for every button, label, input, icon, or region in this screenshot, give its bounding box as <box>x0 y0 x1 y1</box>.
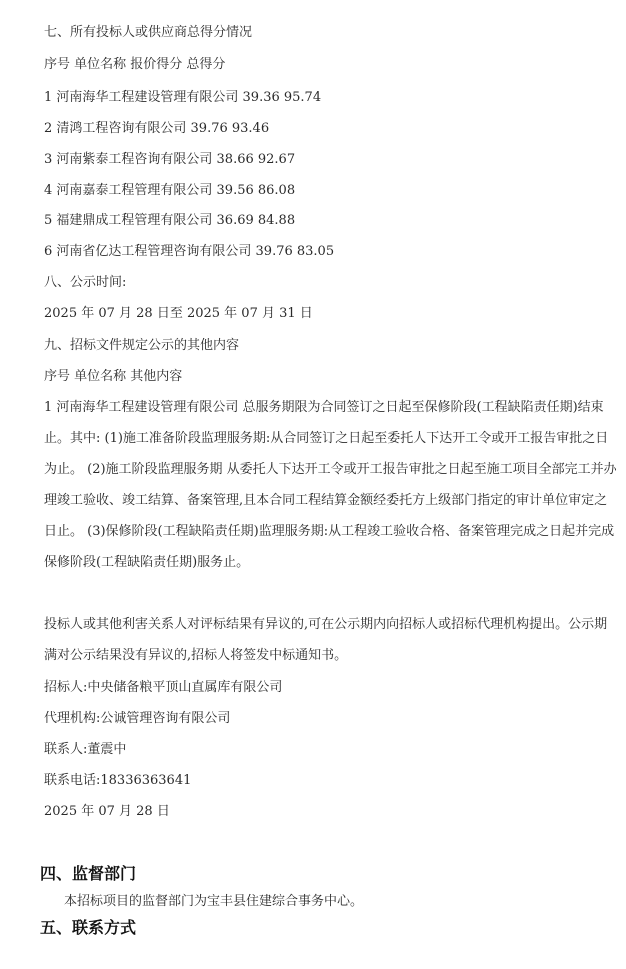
supervision-text: 本招标项目的监督部门为宝丰县住建综合事务中心。 <box>64 894 364 909</box>
section7-title: 七、所有投标人或供应商总得分情况 <box>44 25 253 40</box>
score-row: 1 河南海华工程建设管理有限公司 39.36 95.74 <box>44 90 322 105</box>
contact-person: 联系人:董震中 <box>44 742 127 757</box>
section4-heading: 四、监督部门 <box>40 864 137 883</box>
score-row: 3 河南紫泰工程咨询有限公司 38.66 92.67 <box>44 152 296 167</box>
contact-phone: 联系电话:18336363641 <box>44 773 192 788</box>
agency: 代理机构:公诚管理咨询有限公司 <box>44 711 231 726</box>
tenderer: 招标人:中央储备粮平顶山直属库有限公司 <box>44 680 283 695</box>
score-row: 5 福建鼎成工程管理有限公司 36.69 84.88 <box>44 213 296 228</box>
score-row: 6 河南省亿达工程管理咨询有限公司 39.76 83.05 <box>44 244 335 259</box>
section9-content: 1 河南海华工程建设管理有限公司 总服务期限为合同签订之日起至保修阶段(工程缺陷责任期)结束止。其中: (1)施工准备阶段监理服务期:从合同签订之日起至委托人下达开工令或开工报告审批之日为止。 (2)施工阶段监理服务期 从委托人下达开工令或开工报告审批之日起至施工项目全部完工并办理竣工验收、竣工结算、备案管理,且本合同工程结算金额经委托方上级部门指定的审计单位审定之日止。 (3)保修阶段(工程缺陷责任期)监理服务期:从工程竣工验收合格、备案管理完成之日起并完成保修阶段(工程缺陷责任期)服务止。 <box>44 400 617 570</box>
section5-heading: 五、联系方式 <box>40 918 137 937</box>
section8-title: 八、公示时间: <box>44 275 127 290</box>
objection-notice: 投标人或其他利害关系人对评标结果有异议的,可在公示期内向招标人或招标代理机构提出。公示期满对公示结果没有异议的,招标人将签发中标通知书。 <box>44 617 608 663</box>
section7-table-header: 序号 单位名称 报价得分 总得分 <box>44 57 226 72</box>
publicity-period: 2025 年 07 月 28 日至 2025 年 07 月 31 日 <box>44 306 313 321</box>
announcement-date: 2025 年 07 月 28 日 <box>44 804 170 819</box>
score-row: 2 清鸿工程咨询有限公司 39.76 93.46 <box>44 121 270 136</box>
section9-table-header: 序号 单位名称 其他内容 <box>44 369 183 384</box>
section9-title: 九、招标文件规定公示的其他内容 <box>44 338 240 353</box>
score-row: 4 河南嘉泰工程管理有限公司 39.56 86.08 <box>44 183 296 198</box>
